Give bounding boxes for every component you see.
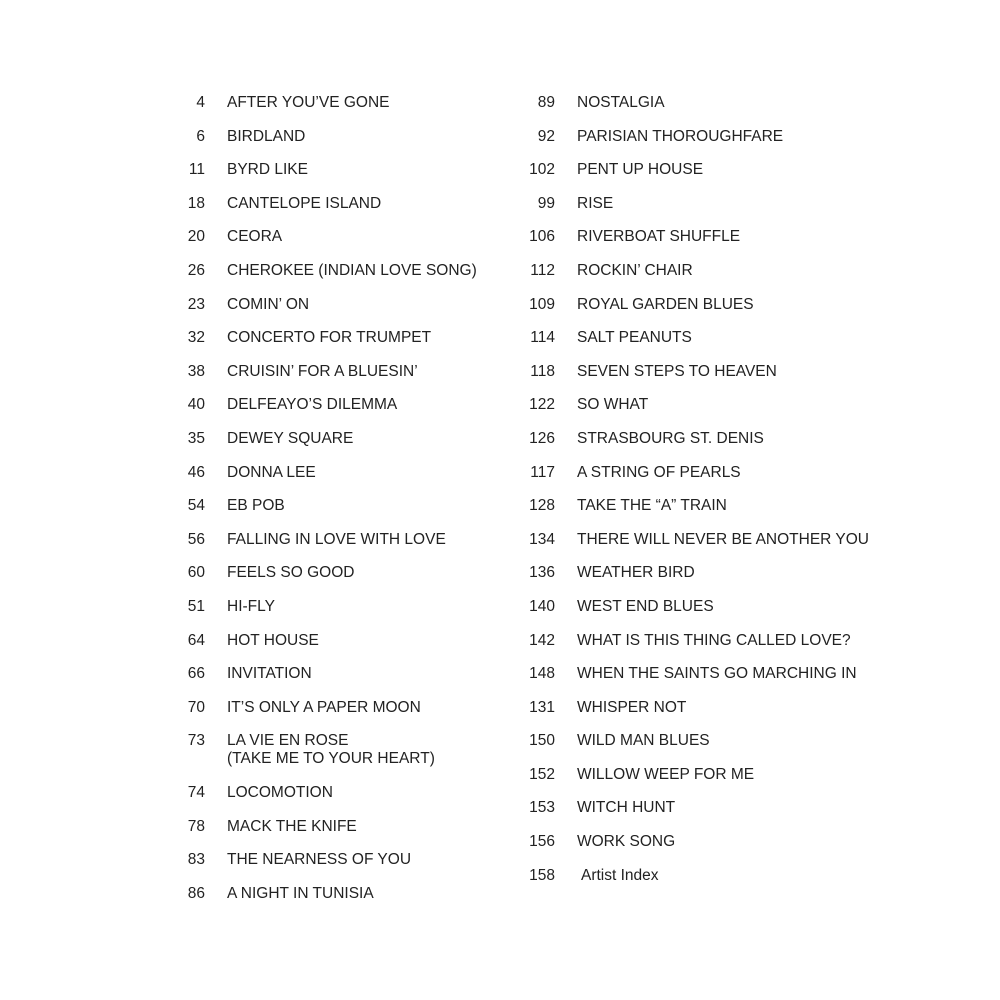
toc-title: DONNA LEE <box>227 463 316 481</box>
toc-title: PENT UP HOUSE <box>577 161 704 179</box>
toc-entry <box>160 843 490 877</box>
toc-page-number: 54 <box>187 497 205 515</box>
toc-title: WHAT IS THIS THING CALLED LOVE? <box>577 631 851 649</box>
contents-column-left <box>160 86 490 911</box>
toc-entry <box>510 422 850 456</box>
toc-title: STRASBOURG ST. DENIS <box>577 429 764 447</box>
toc-entry <box>160 86 490 120</box>
toc-title: WILD MAN BLUES <box>577 732 710 750</box>
toc-title: CHEROKEE (INDIAN LOVE SONG) <box>227 261 477 279</box>
toc-title <box>227 732 435 769</box>
toc-title: WILLOW WEEP FOR ME <box>577 765 755 783</box>
toc-title: MACK THE KNIFE <box>227 817 357 835</box>
toc-entry <box>510 624 850 658</box>
toc-title: FALLING IN LOVE WITH LOVE <box>227 530 446 548</box>
toc-entry <box>510 758 850 792</box>
toc-entry <box>160 288 490 322</box>
toc-title: WORK SONG <box>577 833 676 851</box>
toc-title: WEATHER BIRD <box>577 564 695 582</box>
toc-title: CEORA <box>227 228 283 246</box>
toc-page-number: 38 <box>187 362 205 380</box>
toc-title: A STRING OF PEARLS <box>577 463 741 481</box>
toc-entry <box>160 456 490 490</box>
toc-page-number: 32 <box>187 329 205 347</box>
toc-page-number: 83 <box>187 851 205 869</box>
toc-title: WHEN THE SAINTS GO MARCHING IN <box>577 665 857 683</box>
toc-title: A NIGHT IN TUNISIA <box>227 885 374 903</box>
toc-entry <box>510 254 850 288</box>
toc-title: ROCKIN’ CHAIR <box>577 261 693 279</box>
toc-page-number: 134 <box>529 530 555 548</box>
toc-title: HI-FLY <box>227 597 275 615</box>
toc-entry <box>160 422 490 456</box>
toc-page-number: 51 <box>187 597 205 615</box>
toc-title: FEELS SO GOOD <box>227 564 355 582</box>
toc-entry <box>160 724 490 776</box>
toc-title: RISE <box>577 194 614 212</box>
toc-title: AFTER YOU’VE GONE <box>227 94 390 111</box>
toc-page-number: 122 <box>529 396 555 414</box>
toc-page-number: 40 <box>187 396 205 414</box>
toc-entry <box>160 120 490 154</box>
toc-title: INVITATION <box>227 665 312 683</box>
toc-page-number: 60 <box>187 564 205 582</box>
toc-page-number: 23 <box>187 295 205 313</box>
toc-page-number: 153 <box>529 799 555 817</box>
toc-title: PARISIAN THOROUGHFARE <box>577 127 784 145</box>
toc-entry <box>510 791 850 825</box>
toc-entry <box>510 153 850 187</box>
toc-title: BIRDLAND <box>227 127 306 145</box>
toc-page-number: 18 <box>187 194 205 212</box>
toc-page-number: 109 <box>529 295 555 313</box>
toc-page-number: 20 <box>187 228 205 246</box>
toc-page-number: 73 <box>187 732 205 750</box>
toc-page-number: 148 <box>529 665 555 683</box>
toc-title: SEVEN STEPS TO HEAVEN <box>577 362 777 380</box>
toc-page-number: 128 <box>529 497 555 515</box>
toc-page-number: 114 <box>530 329 555 347</box>
toc-title: THERE WILL NEVER BE ANOTHER YOU <box>577 530 869 548</box>
toc-title-main: LA VIE EN ROSE <box>227 731 349 749</box>
toc-entry <box>160 556 490 590</box>
toc-page-number: 140 <box>529 597 555 615</box>
toc-entry <box>160 355 490 389</box>
toc-title: CANTELOPE ISLAND <box>227 194 382 212</box>
toc-title: CRUISIN’ FOR A BLUESIN’ <box>227 362 418 380</box>
toc-page-number: 142 <box>529 631 555 649</box>
toc-page-number: 126 <box>529 429 555 447</box>
toc-page-number: 66 <box>187 665 205 683</box>
toc-entry <box>160 153 490 187</box>
toc-entry <box>510 556 850 590</box>
toc-page-number: 136 <box>529 564 555 582</box>
toc-entry <box>510 355 850 389</box>
toc-entry <box>160 657 490 691</box>
toc-title: Artist Index <box>581 866 659 884</box>
toc-title: SALT PEANUTS <box>577 329 692 347</box>
toc-title: TAKE THE “A” TRAIN <box>577 497 727 515</box>
toc-entry <box>160 810 490 844</box>
toc-title: DEWEY SQUARE <box>227 429 354 447</box>
toc-page-number: 78 <box>187 817 205 835</box>
toc-page-number: 131 <box>529 698 555 716</box>
toc-entry <box>160 523 490 557</box>
toc-page-number: 56 <box>187 530 205 548</box>
toc-page-number: 46 <box>187 463 205 481</box>
toc-entry <box>160 776 490 810</box>
toc-entry <box>510 388 850 422</box>
toc-page-number: 118 <box>530 362 555 380</box>
toc-page-number: 64 <box>187 631 205 649</box>
toc-page-number: 26 <box>187 261 205 279</box>
toc-page-number: 99 <box>537 194 555 212</box>
toc-title: SO WHAT <box>577 396 649 414</box>
toc-entry <box>160 388 490 422</box>
toc-entry-artist-index <box>510 859 850 893</box>
toc-entry <box>160 254 490 288</box>
toc-title: THE NEARNESS OF YOU <box>227 851 412 869</box>
toc-page-number: 102 <box>529 161 555 179</box>
toc-entry <box>510 220 850 254</box>
toc-title: IT’S ONLY A PAPER MOON <box>227 698 421 716</box>
toc-entry <box>160 321 490 355</box>
toc-entry <box>160 877 490 911</box>
toc-entry <box>160 187 490 221</box>
toc-page-number: 70 <box>187 698 205 716</box>
toc-title: WITCH HUNT <box>577 799 676 817</box>
toc-title: ROYAL GARDEN BLUES <box>577 295 754 313</box>
toc-page-number: 86 <box>187 885 205 903</box>
toc-title: WHISPER NOT <box>577 698 687 716</box>
toc-entry <box>510 86 850 120</box>
toc-page-number: 152 <box>529 765 555 783</box>
toc-title: COMIN’ ON <box>227 295 310 313</box>
toc-title: CONCERTO FOR TRUMPET <box>227 329 432 347</box>
toc-entry <box>510 288 850 322</box>
toc-title: WEST END BLUES <box>577 597 714 615</box>
toc-title: RIVERBOAT SHUFFLE <box>577 228 741 246</box>
toc-entry <box>510 321 850 355</box>
toc-page-number: 106 <box>529 228 555 246</box>
toc-title: NOSTALGIA <box>577 94 665 111</box>
toc-title: BYRD LIKE <box>227 161 308 179</box>
toc-entry <box>510 825 850 859</box>
toc-page-number: 6 <box>196 127 205 145</box>
toc-page-number: 89 <box>537 94 555 111</box>
toc-title-subtitle: (TAKE ME TO YOUR HEART) <box>227 750 435 768</box>
toc-title: DELFEAYO’S DILEMMA <box>227 396 398 414</box>
toc-entry <box>160 220 490 254</box>
toc-title: HOT HOUSE <box>227 631 319 649</box>
toc-page-number: 112 <box>530 261 555 279</box>
toc-page-number: 117 <box>530 463 555 481</box>
toc-page-number: 74 <box>187 784 205 802</box>
toc-entry <box>160 624 490 658</box>
toc-page-number: 156 <box>529 833 555 851</box>
toc-entry <box>510 456 850 490</box>
toc-page-number: 158 <box>529 866 555 884</box>
contents-column-right <box>510 86 869 892</box>
toc-page-number: 4 <box>196 94 205 111</box>
toc-entry <box>160 489 490 523</box>
toc-entry <box>510 187 850 221</box>
toc-entry <box>510 523 869 557</box>
toc-entry <box>510 120 850 154</box>
toc-entry <box>510 489 850 523</box>
toc-title: LOCOMOTION <box>227 784 333 802</box>
toc-title: EB POB <box>227 497 285 515</box>
toc-page-number: 150 <box>529 732 555 750</box>
toc-page-number: 11 <box>188 161 205 179</box>
toc-entry <box>510 691 850 725</box>
toc-entry <box>510 657 857 691</box>
toc-entry <box>160 590 490 624</box>
toc-page-number: 92 <box>537 127 555 145</box>
toc-page-number: 35 <box>187 429 205 447</box>
toc-entry <box>510 590 850 624</box>
toc-entry <box>510 724 850 758</box>
toc-entry <box>160 691 490 725</box>
